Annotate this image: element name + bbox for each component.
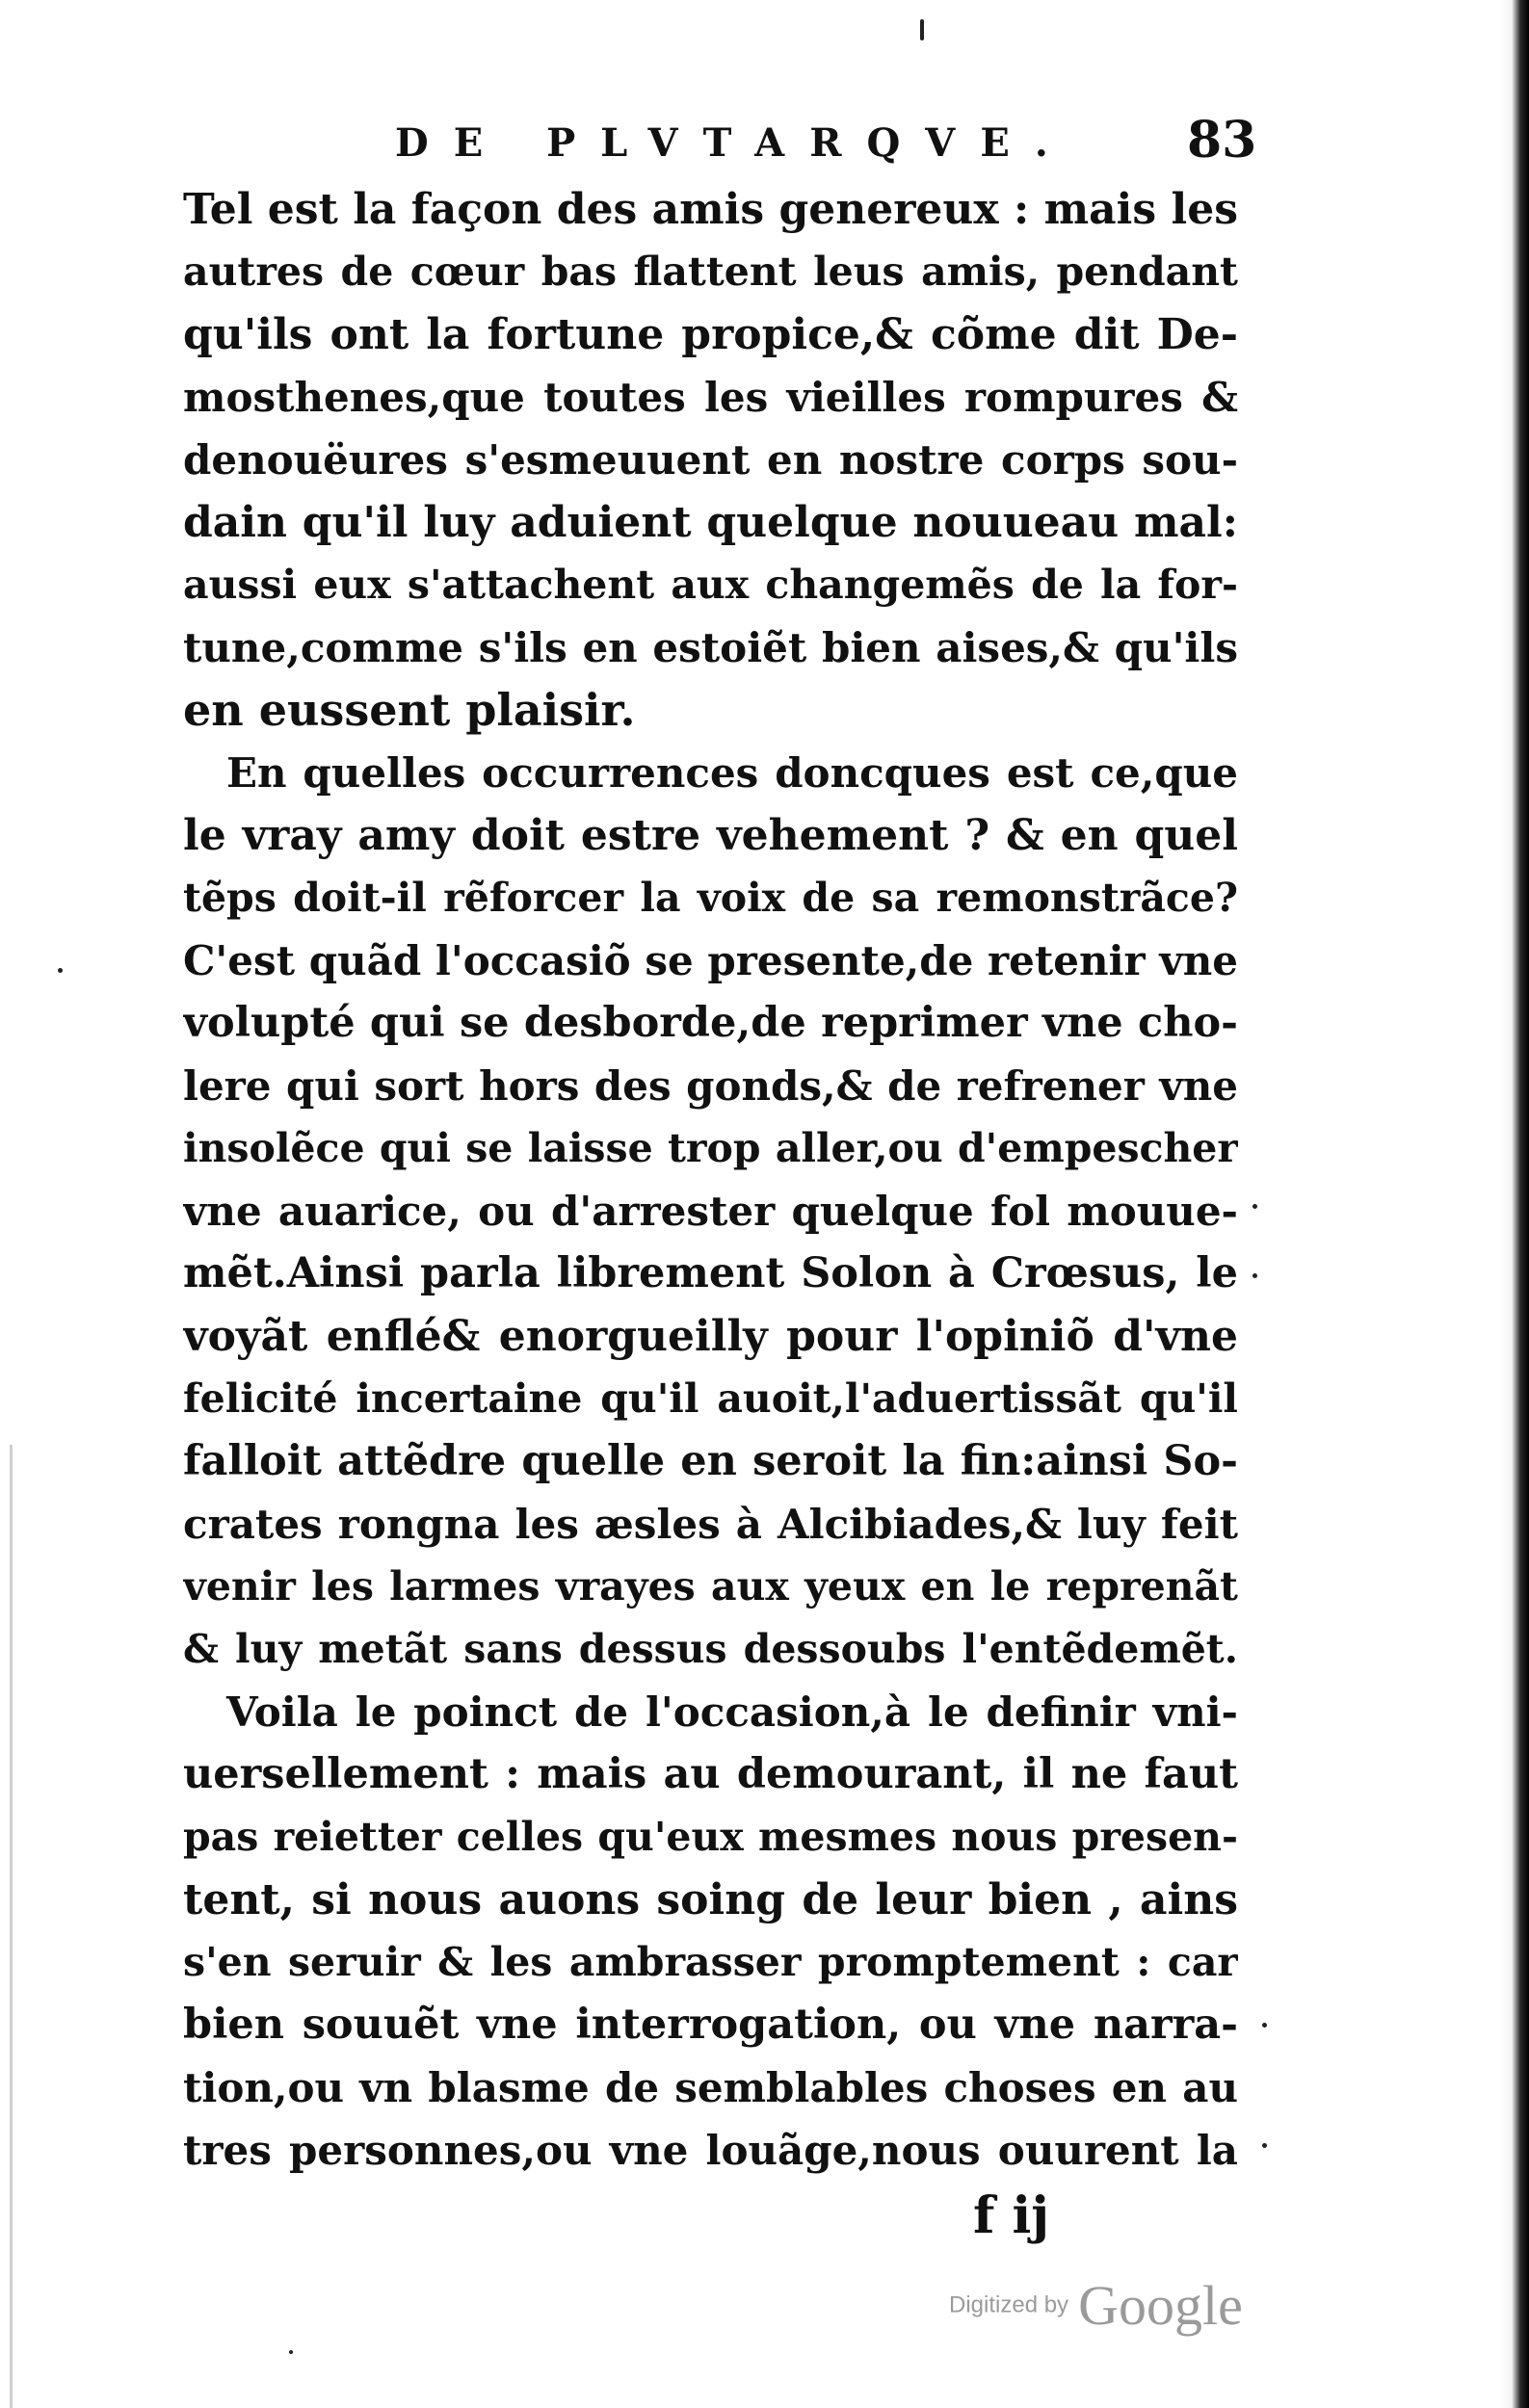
text-line: venir les larmes vrayes aux yeux en le reprenãt	[183, 1563, 1238, 1610]
text-line: en eussent plaisir.	[183, 684, 636, 736]
text-line: autres de cœur bas flattent leus amis, pendant	[183, 249, 1238, 295]
signature-mark: f ij	[973, 2186, 1050, 2245]
text-line: Tel est la façon des amis genereux : mais les	[183, 185, 1238, 234]
text-line: bien souuẽt vne interrogation, ou vne narra-	[183, 2001, 1238, 2049]
text-line: tune,comme s'ils en estoiẽt bien aises,& qu'ils	[183, 624, 1238, 671]
digitized-by-google-watermark	[949, 2273, 1243, 2338]
text-line: le vray amy doit estre vehement ? & en quel	[183, 811, 1238, 860]
text-line: En quelles occurrences doncques est ce,que	[226, 749, 1238, 797]
text-line: mẽt.Ainsi parla librement Solon à Crœsus, le	[183, 1249, 1238, 1297]
text-line: tẽps doit-il rẽforcer la voix de sa remonstrãce?	[183, 875, 1238, 921]
text-line: dain qu'il luy aduient quelque nouueau mal:	[183, 498, 1238, 547]
text-line: mosthenes,que toutes les vieilles rompures &	[183, 374, 1238, 421]
text-line: C'est quãd l'occasiõ se presente,de retenir vne	[183, 937, 1238, 984]
text-line: & luy metãt sans dessus dessoubs l'entẽdemẽt.	[183, 1626, 1238, 1672]
ink-speck	[920, 19, 924, 40]
google-logo: Google	[1078, 2274, 1243, 2337]
text-line: crates rongna les æsles à Alcibiades,& luy feit	[183, 1501, 1238, 1548]
text-line: tres personnes,ou vne louãge,nous ouurent la	[183, 2127, 1238, 2174]
text-line: denouëures s'esmeuuent en nostre corps sou-	[183, 436, 1238, 484]
ink-speck	[58, 968, 63, 973]
ink-speck	[1262, 2143, 1267, 2148]
text-line: s'en seruir & les ambrasser promptement : car	[183, 1939, 1238, 1985]
text-line: falloit attẽdre quelle en seroit la fin:ainsi So-	[183, 1437, 1238, 1485]
ink-speck	[1262, 2023, 1267, 2028]
text-line: vne auarice, ou d'arrester quelque fol mouue-	[183, 1188, 1238, 1235]
text-line: tion,ou vn blasme de semblables choses en au	[183, 2064, 1238, 2111]
ink-speck	[289, 2350, 293, 2354]
text-line: lere qui sort hors des gonds,& de refrener vne	[183, 1062, 1238, 1110]
text-line: uersellement : mais au demourant, il ne faut	[183, 1750, 1238, 1798]
text-line: insolẽce qui se laisse trop aller,ou d'empescher	[183, 1125, 1238, 1171]
page-gutter-line	[10, 1445, 13, 2408]
text-line: Voila le poinct de l'occasion,à le definir vni-	[226, 1688, 1238, 1736]
body-text	[183, 178, 1238, 2182]
ink-speck	[1252, 1273, 1257, 1278]
text-line: felicité incertaine qu'il auoit,l'aduertissãt qu'il	[183, 1375, 1238, 1422]
page-edge-shadow	[1500, 0, 1529, 2408]
text-line: tent, si nous auons soing de leur bien , ains	[183, 1875, 1238, 1924]
text-line: aussi eux s'attachent aux changemẽs de la for-	[183, 562, 1238, 608]
ink-speck	[1252, 1204, 1257, 1209]
watermark-prefix: Digitized by	[949, 2291, 1069, 2318]
text-line: pas reietter celles qu'eux mesmes nous presen-	[183, 1814, 1238, 1860]
running-head: DE PLVTARQVE.	[395, 120, 1073, 166]
page-number: 83	[1187, 111, 1257, 170]
text-line: volupté qui se desborde,de reprimer vne cho-	[183, 999, 1238, 1047]
text-line: voyãt enflé& enorgueilly pour l'opiniõ d'vne	[183, 1312, 1238, 1361]
text-line: qu'ils ont la fortune propice,& cõme dit De-	[183, 310, 1238, 359]
